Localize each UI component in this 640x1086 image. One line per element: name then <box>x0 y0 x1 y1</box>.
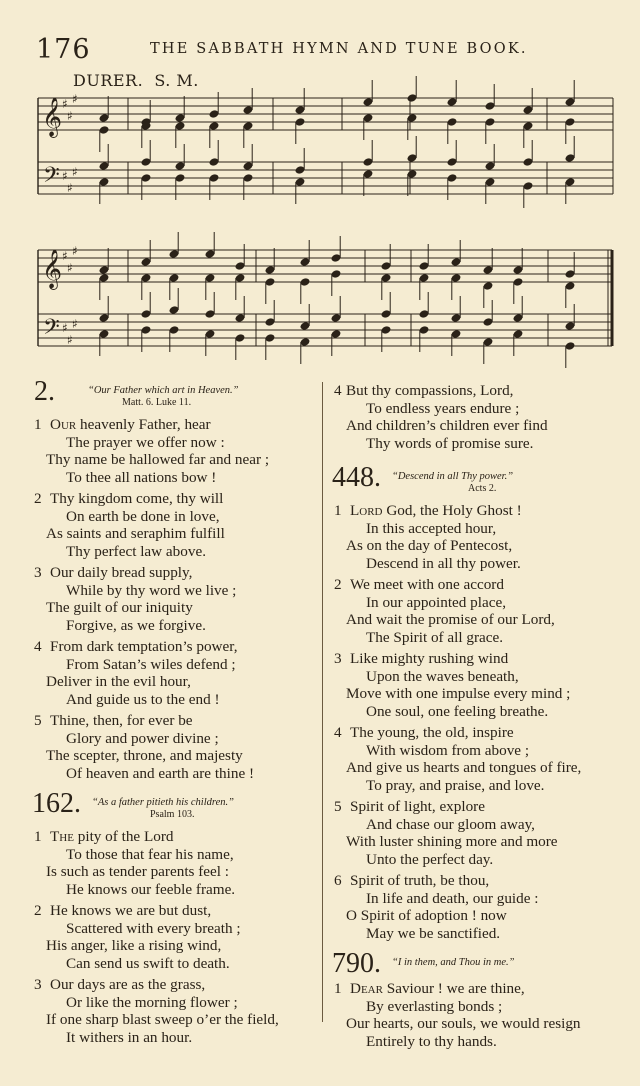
stanza-number: 2 <box>34 490 42 507</box>
sharp-icon: ♯ <box>67 109 73 123</box>
hymn-line: The scepter, throne, and majesty <box>46 747 243 764</box>
stanza <box>330 872 615 942</box>
hymn-line: Thy words of promise sure. <box>366 434 534 452</box>
line-text: God, the Holy Ghost ! <box>382 502 522 519</box>
hymn-number: 2. <box>34 376 55 407</box>
stanza <box>30 976 315 1046</box>
hymn-line: On earth be done in love, <box>66 507 220 525</box>
hymn-line: Glory and power divine ; <box>66 729 219 747</box>
sharp-icon: ♯ <box>72 92 78 106</box>
stanza-number: 1 <box>334 980 342 997</box>
hymn-line: As saints and seraphim fulfill <box>46 525 225 542</box>
hymn-line: And guide us to the end ! <box>66 690 220 708</box>
hymn-line: And children’s children ever find <box>346 417 548 434</box>
line-text: Saviour ! we are thine, <box>382 980 525 997</box>
continued-stanza <box>330 382 615 452</box>
hymn <box>330 462 615 942</box>
stanza-number: 1 <box>334 502 342 519</box>
stanza-number: 2 <box>34 902 42 919</box>
stanza <box>30 712 315 782</box>
hymn-line: To pray, and praise, and love. <box>366 776 545 794</box>
hymn-line: From dark temptation’s power, <box>50 638 238 655</box>
hymn-line <box>330 980 615 998</box>
hymn-line: It withers in an hour. <box>66 1028 193 1046</box>
right-column <box>330 382 615 1062</box>
hymn-line: Descend in all thy power. <box>366 554 521 572</box>
hymn-line: As on the day of Pentecost, <box>346 537 513 554</box>
first-word: Lord <box>350 502 383 519</box>
hymn-line: Thy kingdom come, thy will <box>50 490 224 507</box>
bass-clef-icon: 𝄢 <box>43 163 60 193</box>
hymn-line: Of heaven and earth are thine ! <box>66 764 255 782</box>
treble-clef-icon: 𝄞 <box>42 97 63 137</box>
hymn-line: To thee all nations bow ! <box>66 468 217 486</box>
hymn-number: 448. <box>332 462 381 493</box>
hymn <box>30 376 315 782</box>
first-word: Dear <box>350 980 383 997</box>
stanza-number: 4 <box>334 724 342 741</box>
line-text: heavenly Father, hear <box>76 416 211 433</box>
treble-clef-icon: 𝄞 <box>42 249 63 289</box>
hymn-line: Upon the waves beneath, <box>366 667 519 685</box>
hymn-line: The guilt of our iniquity <box>46 599 193 616</box>
sharp-icon: ♯ <box>62 321 68 335</box>
column-divider <box>322 382 323 1022</box>
hymn-subtitle: “As a father pitieth his children.” <box>92 797 234 808</box>
hymn-line: Our daily bread supply, <box>50 564 193 581</box>
hymn-line: Is such as tender parents feel : <box>46 863 230 880</box>
sharp-icon: ♯ <box>67 261 73 275</box>
hymn-line: Spirit of light, explore <box>350 798 485 815</box>
stanza <box>30 828 315 898</box>
first-word: Our <box>50 416 77 433</box>
hymn-header <box>30 788 315 828</box>
stanza-number: 6 <box>334 872 342 889</box>
hymn-line: Like mighty rushing wind <box>350 650 509 667</box>
sharp-icon: ♯ <box>62 249 68 263</box>
hymn-line: And give us hearts and tongues of fire, <box>346 759 582 776</box>
hymn-line: In life and death, our guide : <box>366 889 539 907</box>
stanza <box>30 638 315 708</box>
hymn-line: He knows we are but dust, <box>50 902 212 919</box>
stanza <box>330 502 615 572</box>
stanza <box>330 980 615 1050</box>
hymn-line: Deliver in the evil hour, <box>46 673 191 690</box>
page-number: 176 <box>36 34 91 65</box>
sharp-icon: ♯ <box>62 169 68 183</box>
bass-clef-icon: 𝄢 <box>43 315 60 345</box>
hymn-line: With wisdom from above ; <box>366 741 530 759</box>
stanza <box>330 724 615 794</box>
hymn-line: Can send us swift to death. <box>66 954 230 972</box>
sharp-icon: ♯ <box>72 244 78 258</box>
stanza-number: 5 <box>34 712 42 729</box>
hymn-line: The young, the old, inspire <box>350 724 514 741</box>
sharp-icon: ♯ <box>72 165 78 179</box>
hymn-line: Thy perfect law above. <box>66 542 206 560</box>
scripture-reference: Matt. 6. Luke 11. <box>122 397 192 408</box>
stanza-number: 3 <box>34 564 42 581</box>
left-column <box>30 376 315 1058</box>
hymn-line: While by thy word we live ; <box>66 581 237 599</box>
hymn-line: Forgive, as we forgive. <box>66 616 206 634</box>
hymn-line: Our days are as the grass, <box>50 976 206 993</box>
stanza-number: 3 <box>34 976 42 993</box>
stanza <box>30 564 315 634</box>
hymn <box>30 788 315 1046</box>
stanza-number: 1 <box>34 416 42 433</box>
sharp-icon: ♯ <box>62 97 68 111</box>
book-title: THE SABBATH HYMN AND TUNE BOOK. <box>150 41 528 57</box>
hymn-line: But thy compassions, Lord, <box>346 382 514 399</box>
hymn-line: And wait the promise of our Lord, <box>346 611 555 628</box>
line-text: pity of the Lord <box>73 828 174 845</box>
hymn-line: One soul, one feeling breathe. <box>366 702 549 720</box>
hymn-header <box>330 948 615 980</box>
hymn-line: And chase our gloom away, <box>366 815 535 833</box>
hymn-line: We meet with one accord <box>350 576 504 593</box>
hymn-line <box>330 502 615 520</box>
hymn-line: With luster shining more and more <box>346 833 558 850</box>
hymn-line: If one sharp blast sweep o’er the field, <box>46 1011 279 1028</box>
stanza-number: 1 <box>34 828 42 845</box>
scripture-reference: Acts 2. <box>468 483 497 494</box>
hymn-number: 162. <box>32 788 81 819</box>
hymn-line: Thy name be hallowed far and near ; <box>46 451 270 468</box>
hymn-subtitle: “Descend in all Thy power.” <box>392 471 514 482</box>
hymn-line: He knows our feeble frame. <box>66 880 236 898</box>
hymn-line: Move with one impulse every mind ; <box>346 685 571 702</box>
stanza-number: 4 <box>34 638 42 655</box>
stanza <box>30 490 315 560</box>
first-word: The <box>50 828 74 845</box>
stanza-number: 2 <box>334 576 342 593</box>
hymn-line <box>30 416 315 434</box>
hymn-line: In this accepted hour, <box>366 519 497 537</box>
tune-name: DURER. <box>73 71 144 90</box>
hymn-line: To those that fear his name, <box>66 845 234 863</box>
stanza <box>330 650 615 720</box>
stanza-number: 5 <box>334 798 342 815</box>
stanza-number: 4 <box>334 382 342 399</box>
hymn-line: Scattered with every breath ; <box>66 919 241 937</box>
hymn <box>330 948 615 1050</box>
stanza <box>30 416 315 486</box>
hymn-line: Unto the perfect day. <box>366 850 494 868</box>
stanza <box>30 902 315 972</box>
hymn-subtitle: “I in them, and Thou in me.” <box>392 957 515 968</box>
hymn-line: Or like the morning flower ; <box>66 993 238 1011</box>
hymn-line: Our hearts, our souls, we would resign <box>346 1015 581 1032</box>
hymn-line: O Spirit of adoption ! now <box>346 907 507 924</box>
hymn-line: The Spirit of all grace. <box>366 628 504 646</box>
sharp-icon: ♯ <box>67 333 73 347</box>
hymn-line: In our appointed place, <box>366 593 507 611</box>
hymn-line: Entirely to thy hands. <box>366 1032 497 1050</box>
stanza <box>330 798 615 868</box>
hymn-line: May we be sanctified. <box>366 924 501 942</box>
hymn-line: Thine, then, for ever be <box>50 712 193 729</box>
hymn-line: The prayer we offer now : <box>66 433 225 451</box>
stanza-number: 3 <box>334 650 342 667</box>
hymn-line: To endless years endure ; <box>366 399 520 417</box>
hymn-line: From Satan’s wiles defend ; <box>66 655 236 673</box>
sharp-icon: ♯ <box>72 317 78 331</box>
tune-meter: S. M. <box>154 71 199 90</box>
scripture-reference: Psalm 103. <box>150 809 195 820</box>
music-score <box>0 0 640 370</box>
hymn-header <box>30 376 315 416</box>
hymn-number: 790. <box>332 948 381 979</box>
sharp-icon: ♯ <box>67 181 73 195</box>
hymn-subtitle: “Our Father which art in Heaven.” <box>88 385 239 396</box>
hymn-line: His anger, like a rising wind, <box>46 937 222 954</box>
stanza <box>330 576 615 646</box>
hymn-line <box>30 828 315 846</box>
hymn-line: By everlasting bonds ; <box>366 997 503 1015</box>
hymn-line: Spirit of truth, be thou, <box>350 872 490 889</box>
hymn-header <box>330 462 615 502</box>
